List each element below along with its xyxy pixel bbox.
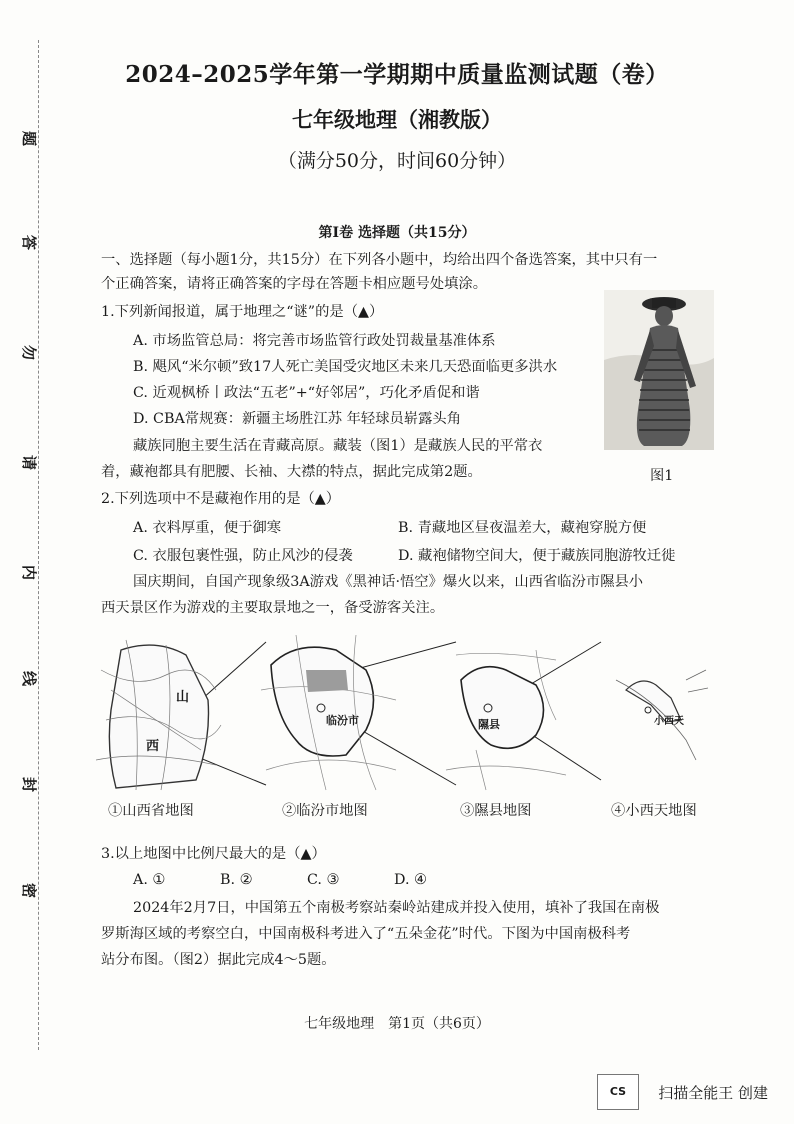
answer-option: A. ① <box>133 872 166 888</box>
answer-option: D. 藏袍储物空间大，便于藏族同胞游牧迁徙 <box>398 548 676 564</box>
answer-option: B. ② <box>220 872 253 888</box>
exam-subtitle: 七年级地理（湘教版） <box>292 107 502 132</box>
page-footer: 七年级地理 第1页（共6页） <box>304 1016 490 1032</box>
passage-line: 2024年2月7日，中国第五个南极考察站秦岭站建成并投入使用，填补了我国在南极 <box>133 900 660 916</box>
answer-option: D. ④ <box>394 872 427 888</box>
passage-line: 站分布图。（图2）据此完成4～5题。 <box>101 952 336 968</box>
answer-option: A. 市场监管总局：将完善市场监管行政处罚裁量基准体系 <box>133 333 496 349</box>
answer-option: B. 青藏地区昼夜温差大，藏袍穿脱方便 <box>398 520 647 536</box>
xixian-map <box>446 650 566 790</box>
map-label-shan: 山 <box>176 690 190 705</box>
answer-option: C. 衣服包裹性强，防止风沙的侵袭 <box>133 548 353 564</box>
answer-option: D. CBA常规赛：新疆主场胜江苏 年轻球员崭露头角 <box>133 411 461 427</box>
exam-title: 2024–2025学年第一学期期中质量监测试题（卷） <box>125 61 669 88</box>
passage-line: 国庆期间，自国产现象级3A游戏《黑神话·悟空》爆火以来，山西省临汾市隰县小 <box>133 574 644 590</box>
margin-char: 勿 <box>20 344 39 361</box>
figure1-caption: 图1 <box>650 468 674 484</box>
map-label-xixitian: 小西天 <box>654 716 684 727</box>
map-caption: ③隰县地图 <box>460 803 532 819</box>
tibetan-robe-figure <box>604 290 714 450</box>
passage-line: 罗斯海区域的考察空白，中国南极科考进入了“五朵金花”时代。下图为中国南极科考 <box>101 926 631 942</box>
margin-char: 密 <box>20 882 39 899</box>
map-caption: ②临汾市地图 <box>282 803 368 819</box>
instructions-line: 个正确答案，请将正确答案的字母在答题卡相应题号处填涂。 <box>101 276 488 292</box>
map-caption: ④小西天地图 <box>611 803 697 819</box>
passage-line: 西天景区作为游戏的主要取景地之一，备受游客关注。 <box>101 600 445 616</box>
margin-char: 请 <box>20 454 39 471</box>
passage-line: 藏族同胞主要生活在青藏高原。藏装（图1）是藏族人民的平常衣 <box>133 438 543 454</box>
map-label-linfen: 临汾市 <box>326 714 359 727</box>
margin-char: 封 <box>20 776 39 793</box>
answer-option: B. 飓风“米尔顿”致17人死亡美国受灾地区未来几天恐面临更多洪水 <box>133 359 558 375</box>
question-stem: 1.下列新闻报道，属于地理之“谜”的是（▲） <box>101 304 384 320</box>
section-title: 第Ⅰ卷 选择题（共15分） <box>318 225 476 241</box>
camscanner-logo: CS <box>597 1074 639 1110</box>
question-stem: 3.以上地图中比例尺最大的是（▲） <box>101 846 326 862</box>
camscanner-watermark: 扫描全能王 创建 <box>658 1084 768 1102</box>
margin-char: 答 <box>20 234 39 251</box>
answer-option: C. 近观枫桥丨政法“五老”+“好邻居”，巧化矛盾促和谐 <box>133 385 480 401</box>
answer-option: A. 衣料厚重，便于御寒 <box>133 520 282 536</box>
margin-char: 线 <box>20 670 39 687</box>
maps-strip <box>96 630 726 798</box>
margin-char: 内 <box>20 564 39 581</box>
instructions-line: 一、选择题（每小题1分，共15分）在下列各小题中，均给出四个备选答案，其中只有一 <box>101 252 658 268</box>
exam-info: （满分50分，时间60分钟） <box>277 150 517 172</box>
shanxi-map <box>96 640 221 790</box>
map-label-xixian: 隰县 <box>478 718 500 731</box>
map-caption: ①山西省地图 <box>108 803 194 819</box>
margin-char: 题 <box>20 130 39 147</box>
binding-line <box>38 40 39 1050</box>
map-label-xi: 西 <box>146 739 160 754</box>
passage-line: 着，藏袍都具有肥腰、长袖、大襟的特点，据此完成第2题。 <box>101 464 482 480</box>
answer-option: C. ③ <box>307 872 340 888</box>
question-stem: 2.下列选项中不是藏袍作用的是（▲） <box>101 491 341 507</box>
